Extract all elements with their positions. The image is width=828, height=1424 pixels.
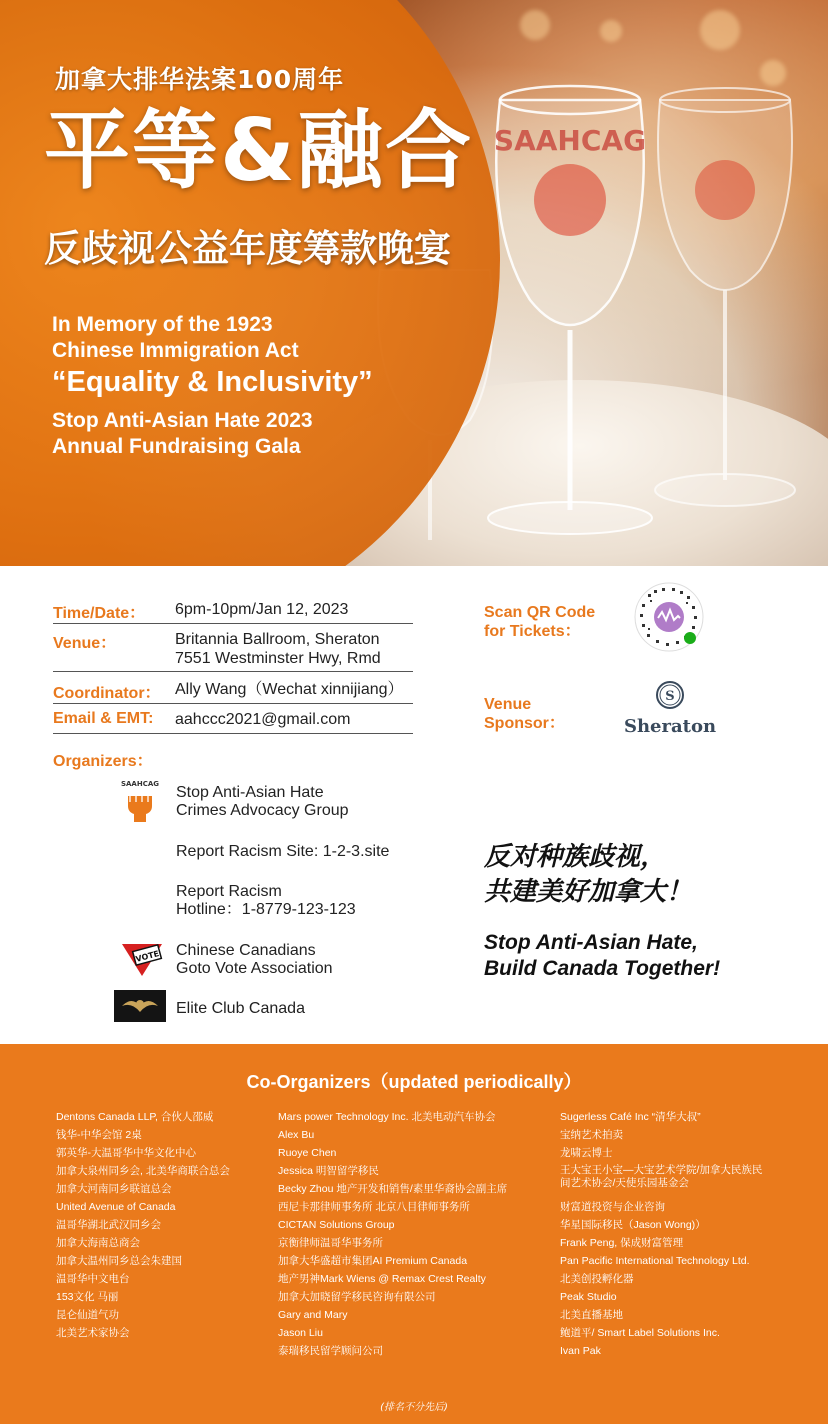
co-organizer-item: Ivan Pak <box>560 1345 601 1357</box>
co-organizer-item: 龙啸云博士 <box>560 1147 613 1159</box>
co-organizer-item: Peak Studio <box>560 1291 617 1303</box>
co-organizer-item: 温哥华湖北武汉同乡会 <box>56 1219 161 1231</box>
co-organizer-item: Frank Peng, 保成财富管理 <box>560 1237 684 1249</box>
co-organizers-title: Co-Organizers（updated periodically） <box>246 1072 582 1092</box>
co-organizer-item: 加拿大海南总商会 <box>56 1237 140 1249</box>
co-organizer-item: 西尼卡那律师事务所 北京八目律师事务所 <box>278 1201 470 1213</box>
co-organizer-item: 加拿大华盛超市集团AI Premium Canada <box>278 1255 468 1267</box>
gala-line-1: Stop Anti-Asian Hate 2023 <box>52 409 313 432</box>
co-organizer-item: 地产男神Mark Wiens @ Remax Crest Realty <box>278 1273 486 1285</box>
vote-logo <box>120 942 164 978</box>
co-organizer-item: 京衡律师温哥华事务所 <box>278 1237 383 1249</box>
vote-line-1: Chinese Canadians <box>176 942 316 959</box>
co-organizer-item: 加拿大泉州同乡会, 北美华商联合总会 <box>56 1165 230 1177</box>
sheraton-wordmark: Sheraton <box>623 716 717 737</box>
co-organizer-item: 北美直播基地 <box>560 1309 623 1321</box>
slogan-english <box>484 930 720 982</box>
co-organizer-item: Jason Liu <box>278 1327 323 1339</box>
co-organizer-item: 昆仑仙道气功 <box>56 1309 119 1321</box>
coordinator-label: Coordinator： <box>53 685 161 702</box>
memory-line-1: In Memory of the 1923 <box>52 313 273 336</box>
coordinator-row <box>53 680 413 704</box>
co-organizer-item: 华星国际移民（Jason Wong)） <box>560 1219 706 1231</box>
co-organizer-item: 加拿大加晓留学移民咨询有限公司 <box>278 1291 436 1303</box>
co-organizer-item: 加拿大温州同乡总会朱建国 <box>56 1255 182 1267</box>
vote-association-name <box>176 942 333 978</box>
co-organizers-column-2 <box>278 1108 507 1360</box>
hero-text <box>0 0 828 566</box>
vote-logo-text: VOTE <box>134 949 161 964</box>
elite-club-logo <box>114 990 166 1022</box>
co-organizers-column-3 <box>560 1108 770 1360</box>
co-organizer-item: Mars power Technology Inc. 北美电动汽车协会 <box>278 1111 496 1123</box>
saahcag-line-2: Crimes Advocacy Group <box>176 802 349 819</box>
venue-sponsor-label <box>484 695 565 733</box>
qr-code[interactable] <box>634 582 704 652</box>
ranking-footnote: (排名不分先后) <box>380 1402 448 1413</box>
vote-line-2: Goto Vote Association <box>176 960 333 977</box>
co-organizer-item: 宝纳艺术拍卖 <box>560 1129 623 1141</box>
co-organizer-item: Becky Zhou 地产开发和销售/素里华裔协会副主席 <box>278 1183 508 1195</box>
time-label: Time/Date： <box>53 605 146 622</box>
co-organizer-item: 北美艺术家协会 <box>56 1327 130 1339</box>
slogan-en-line-1: Stop Anti-Asian Hate, <box>484 931 698 954</box>
co-organizer-item: 加拿大河南同乡联谊总会 <box>56 1183 172 1195</box>
slogan-cn-line-1: 反对种族歧视， <box>484 842 667 872</box>
co-organizer-item: 王大宝王小宝—大宝艺术学院/加拿大民族民间艺术协会/天使乐园基金会 <box>560 1164 763 1189</box>
time-row <box>53 600 413 624</box>
sheraton-emblem-icon <box>653 680 687 710</box>
co-organizer-item: Alex Bu <box>278 1129 315 1141</box>
saahcag-logo-text: SAAHCAG <box>120 780 160 788</box>
co-organizer-item: Sugerless Café Inc “清华大叔” <box>560 1111 701 1123</box>
co-organizer-item: 鲍道平/ Smart Label Solutions Inc. <box>560 1327 720 1339</box>
gala-text <box>52 408 313 460</box>
event-title: 平等&融合 <box>44 101 473 201</box>
co-organizer-item: CICTAN Solutions Group <box>278 1219 395 1231</box>
report-hotline <box>176 883 356 919</box>
co-organizer-item: 钱华-中华会馆 2桌 <box>56 1129 142 1141</box>
qr-label <box>484 603 595 641</box>
hero-banner <box>0 0 828 566</box>
co-organizer-item: 郭英华-大温哥华中华文化中心 <box>56 1147 196 1159</box>
email-row <box>53 710 413 734</box>
venue-label: Venue： <box>53 635 117 652</box>
time-value: 6pm-10pm/Jan 12, 2023 <box>175 601 349 618</box>
co-organizer-item: Pan Pacific International Technology Ltd. <box>560 1255 750 1267</box>
anniversary-heading: 加拿大排华法案100周年 <box>55 65 345 94</box>
venue-line-1: Britannia Ballroom, Sheraton <box>175 631 380 648</box>
co-organizer-item: 153文化 马丽 <box>56 1291 119 1303</box>
memory-text <box>52 312 299 364</box>
venue-value <box>175 630 381 668</box>
co-organizers-column-1 <box>56 1108 230 1342</box>
saahcag-line-1: Stop Anti-Asian Hate <box>176 784 324 801</box>
co-organizer-item: 温哥华中文电台 <box>56 1273 130 1285</box>
co-organizer-item: Gary and Mary <box>278 1309 348 1321</box>
venue-line-2: 7551 Westminster Hwy, Rmd <box>175 650 381 667</box>
co-organizer-item: 北美创投孵化器 <box>560 1273 634 1285</box>
email-value[interactable]: aahccc2021@gmail.com <box>175 711 351 728</box>
email-label: Email & EMT: <box>53 710 154 727</box>
co-organizer-item: 泰瑞移民留学顾问公司 <box>278 1345 383 1357</box>
equality-title: “Equality & Inclusivity” <box>52 366 373 398</box>
event-info <box>0 566 828 1044</box>
venue-sponsor-line-2: Sponsor： <box>484 715 565 732</box>
slogan-chinese <box>484 840 692 910</box>
venue-sponsor-line-1: Venue <box>484 696 532 713</box>
event-subtitle: 反歧视公益年度筹款晚宴 <box>44 227 451 270</box>
co-organizer-item: Ruoye Chen <box>278 1147 337 1159</box>
co-organizer-item: 财富道投资与企业咨询 <box>560 1201 665 1213</box>
sheraton-logo <box>620 680 720 736</box>
report-site[interactable]: Report Racism Site: 1-2-3.site <box>176 843 390 860</box>
venue-row <box>53 630 413 672</box>
coordinator-value: Ally Wang（Wechat xinnijiang） <box>175 681 404 698</box>
hotline-line-2: Hotline：1-8779-123-123 <box>176 901 356 918</box>
organizers-label: Organizers： <box>53 753 153 770</box>
slogan-cn-line-2: 共建美好加拿大！ <box>484 877 693 907</box>
qr-label-line-2: for Tickets： <box>484 623 581 640</box>
gala-line-2: Annual Fundraising Gala <box>52 435 301 458</box>
saahcag-name <box>176 784 349 820</box>
co-organizer-item: Jessica 明智留学移民 <box>278 1165 379 1177</box>
svg-text:S: S <box>665 689 675 704</box>
glass-etch-text: SAAHCAG <box>493 124 647 157</box>
co-organizer-item: Dentons Canada LLP, 合伙人邵威 <box>56 1111 214 1123</box>
elite-club-name: Elite Club Canada <box>176 1000 305 1017</box>
hotline-line-1: Report Racism <box>176 883 282 900</box>
co-organizers-section <box>0 1044 828 1424</box>
co-organizer-item: United Avenue of Canada <box>56 1201 176 1213</box>
slogan-en-line-2: Build Canada Together! <box>484 957 721 980</box>
qr-label-line-1: Scan QR Code <box>484 604 596 621</box>
memory-line-2: Chinese Immigration Act <box>52 339 299 362</box>
saahcag-fist-logo <box>116 776 164 824</box>
